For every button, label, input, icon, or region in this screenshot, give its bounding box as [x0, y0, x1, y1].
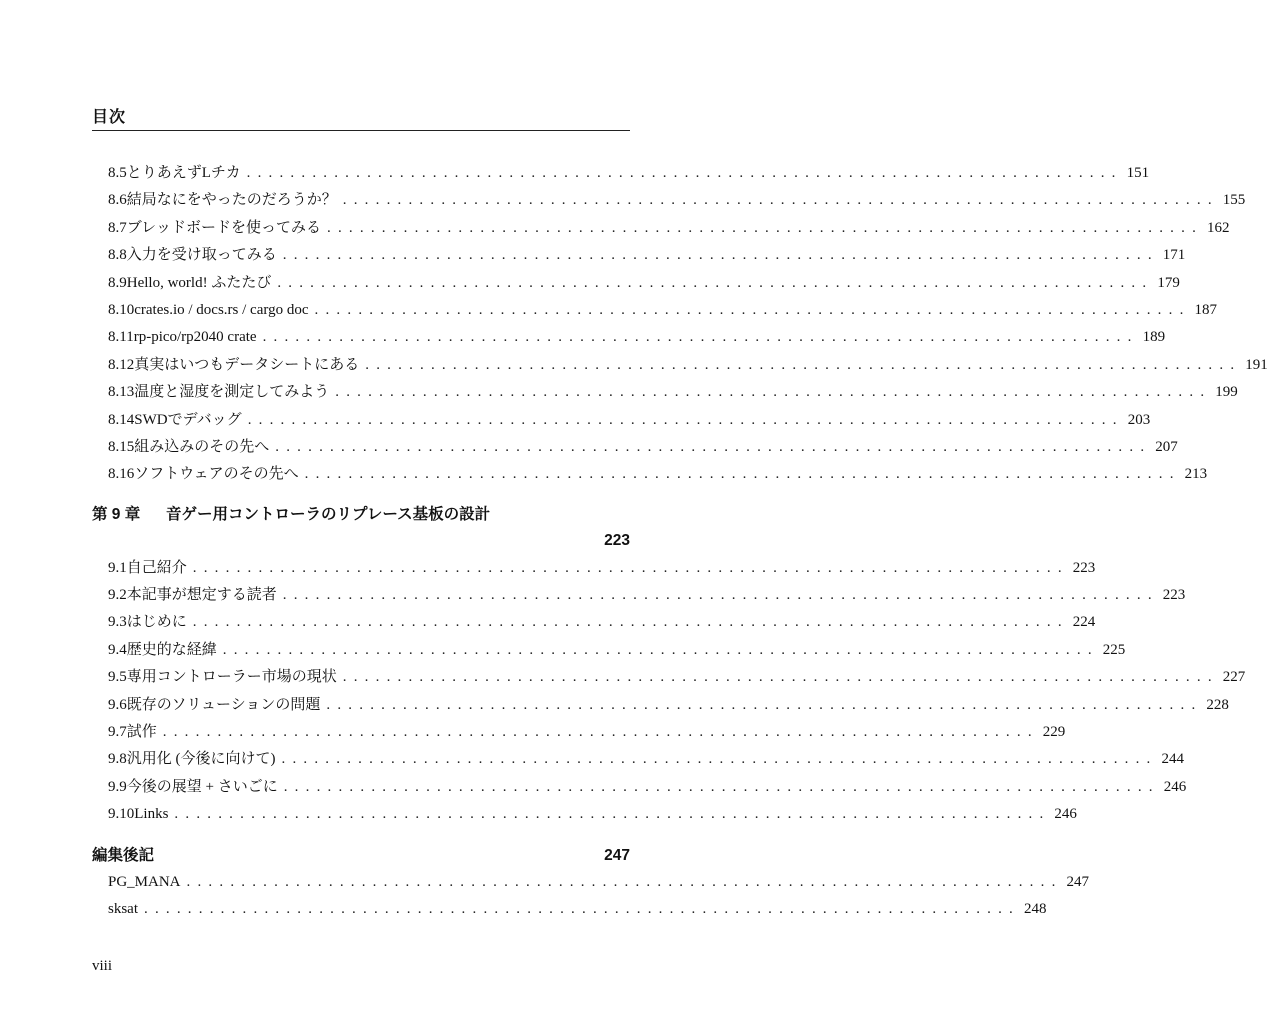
dot-leader: ................................................................................: [144, 900, 1020, 917]
toc-entry-page-number: 179: [1157, 274, 1180, 291]
toc-entry-page-number: 155: [1222, 192, 1246, 209]
toc-entry[interactable]: [92, 896, 1047, 923]
page-header-title: 目次: [92, 109, 127, 126]
toc-entry-number: 8.16: [108, 466, 135, 483]
toc-entry-title: 自己紹介: [127, 555, 193, 582]
toc-entry-title: 入力を受け取ってみる: [127, 242, 283, 269]
toc-entry-title: Links: [134, 801, 174, 828]
toc-entry-title: 真実はいつもデータシートにある: [134, 352, 365, 379]
toc-entry[interactable]: [92, 869, 1090, 896]
header-divider: [92, 130, 630, 131]
dot-leader: ................................................................................: [275, 438, 1152, 455]
dot-leader: ................................................................................: [277, 274, 1154, 291]
toc-entry-number: 9.6: [108, 696, 127, 713]
toc-entry-title: sksat: [92, 896, 144, 923]
toc-entry[interactable]: [92, 379, 1238, 406]
dot-leader: ................................................................................: [192, 559, 1069, 576]
chapter-number: 第 9 章: [92, 505, 141, 523]
dot-leader: ................................................................................: [262, 329, 1139, 346]
toc-entry-page-number: 151: [1126, 165, 1150, 181]
toc-entry-page-number: 162: [1207, 219, 1230, 236]
dot-leader: ................................................................................: [246, 165, 1123, 181]
toc-entry[interactable]: [92, 692, 1229, 719]
toc-entry-number: 8.7: [108, 219, 127, 236]
toc-entry[interactable]: [92, 407, 1151, 434]
page-number: viii: [92, 958, 113, 974]
toc-entry[interactable]: [92, 664, 1246, 691]
dot-leader: ................................................................................: [327, 219, 1204, 236]
toc-entry-page-number: 213: [1184, 466, 1208, 483]
toc-entry[interactable]: [92, 297, 1218, 324]
toc-entry-page-number: 227: [1222, 669, 1246, 686]
toc-entry-page-number: 246: [1163, 778, 1187, 795]
toc-entry-title: 歴史的な経緯: [127, 637, 223, 664]
toc-entry-title: ソフトウェアのその先へ: [134, 461, 304, 488]
dot-leader: ................................................................................: [304, 466, 1181, 483]
toc-entry-page-number: 223: [1162, 587, 1186, 604]
afterword-heading[interactable]: [92, 843, 630, 869]
dot-leader: ................................................................................: [222, 641, 1099, 658]
dot-leader: ................................................................................: [282, 587, 1159, 604]
toc-entry[interactable]: [92, 215, 1230, 242]
toc-entry-page-number: 248: [1024, 900, 1047, 917]
toc-entry-page-number: 224: [1072, 614, 1096, 631]
toc-entry[interactable]: [92, 555, 1096, 582]
dot-leader: ................................................................................: [247, 411, 1124, 428]
toc-entry-number: 9.2: [108, 587, 127, 604]
toc-entry-title: 既存のソリューションの問題: [127, 692, 327, 719]
toc-entry[interactable]: [92, 352, 1268, 379]
toc-entry[interactable]: [92, 461, 1208, 488]
toc-entry-number: 9.7: [108, 724, 127, 741]
toc-entry-title: ブレッドボードを使ってみる: [127, 215, 327, 242]
dot-leader: ................................................................................: [326, 696, 1203, 713]
toc-entry-page-number: 189: [1142, 329, 1166, 346]
toc-entry-number: 8.14: [108, 411, 135, 428]
toc-entry-page-number: 191: [1245, 356, 1268, 373]
toc-entry-page-number: 229: [1042, 724, 1066, 741]
toc-entry-title: とりあえずLチカ: [127, 160, 247, 187]
toc-entry-title: はじめに: [127, 609, 193, 636]
dot-leader: ................................................................................: [282, 247, 1159, 264]
chapter-9-page-number: 223: [604, 531, 630, 549]
toc-entry-title: SWDでデバッグ: [134, 407, 247, 434]
toc-entry-page-number: 244: [1161, 751, 1184, 768]
toc-entry-number: 8.11: [108, 329, 134, 346]
toc-entry-number: 9.4: [108, 641, 127, 658]
toc-entry[interactable]: [92, 582, 1186, 609]
toc-entry[interactable]: [92, 270, 1180, 297]
toc-entry-number: 8.5: [108, 165, 127, 181]
toc-entry-page-number: 228: [1206, 696, 1229, 713]
toc-entry[interactable]: [92, 637, 1126, 664]
afterword-entries: [92, 869, 1090, 924]
dot-leader: ................................................................................: [186, 873, 1063, 890]
toc-entry[interactable]: [92, 746, 1184, 773]
toc-entry-number: 9.9: [108, 778, 127, 795]
toc-entry-page-number: 247: [1066, 873, 1090, 890]
toc-entry-title: 温度と湿度を測定してみよう: [134, 379, 335, 406]
toc-entry-page-number: 207: [1155, 438, 1178, 455]
toc-entry-number: 8.10: [108, 301, 135, 318]
afterword-page-number: 247: [604, 846, 630, 864]
toc-entry-title: Hello, world! ふたたび: [127, 270, 278, 297]
toc-entry[interactable]: [92, 324, 1166, 351]
toc-entry-number: 9.5: [108, 669, 127, 686]
dot-leader: ................................................................................: [365, 356, 1242, 373]
toc-entry[interactable]: [92, 801, 1077, 828]
toc-entry-title: rp-pico/rp2040 crate: [134, 324, 263, 351]
dot-leader: ................................................................................: [342, 669, 1219, 686]
toc-entry-number: 8.6: [108, 192, 127, 209]
toc-entry[interactable]: [92, 160, 1150, 187]
toc-entry-title: 今後の展望 + さいごに: [127, 774, 284, 801]
dot-leader: ................................................................................: [281, 751, 1158, 768]
toc-entry-number: 9.1: [108, 559, 127, 576]
toc-entry-page-number: 187: [1194, 301, 1218, 318]
toc-entry-title: 試作: [127, 719, 163, 746]
toc-entry[interactable]: [92, 609, 1096, 636]
toc-entry-title: 汎用化 (今後に向けて): [127, 746, 282, 773]
dot-leader: ................................................................................: [192, 614, 1069, 631]
table-of-contents: [92, 160, 1268, 923]
chapter-8-entries: [92, 160, 1268, 489]
chapter-title: 音ゲー用コントローラのリプレース基板の設計: [166, 505, 491, 523]
toc-entry-title: 結局なにをやったのだろうか？: [127, 187, 343, 214]
toc-entry-title: PG_MANA: [92, 869, 187, 896]
toc-entry[interactable]: [92, 242, 1186, 269]
dot-leader: ................................................................................: [335, 384, 1212, 401]
toc-entry[interactable]: [92, 774, 1187, 801]
toc-entry-page-number: 199: [1215, 384, 1238, 401]
toc-entry-number: 9.3: [108, 614, 127, 631]
toc-entry-title: 専用コントローラー市場の現状: [127, 664, 343, 691]
toc-entry-number: 8.15: [108, 438, 135, 455]
toc-entry[interactable]: [92, 187, 1246, 214]
toc-entry-page-number: 246: [1054, 806, 1077, 823]
dot-leader: ................................................................................: [162, 724, 1039, 741]
toc-entry-number: 8.13: [108, 384, 135, 401]
afterword-title: 編集後記: [92, 846, 155, 864]
dot-leader: ................................................................................: [314, 301, 1191, 318]
toc-entry-number: 8.9: [108, 274, 127, 291]
chapter-9-heading[interactable]: [92, 503, 630, 527]
chapter-9-entries: [92, 555, 1246, 829]
dot-leader: ................................................................................: [342, 192, 1219, 209]
toc-entry-number: 9.8: [108, 751, 127, 768]
toc-entry[interactable]: [92, 719, 1066, 746]
dot-leader: ................................................................................: [283, 778, 1160, 795]
toc-entry-page-number: 171: [1162, 247, 1186, 264]
toc-entry-number: 8.12: [108, 356, 135, 373]
toc-entry-title: crates.io / docs.rs / cargo doc: [134, 297, 314, 324]
toc-entry-title: 本記事が想定する読者: [127, 582, 283, 609]
toc-entry-page-number: 223: [1072, 559, 1096, 576]
dot-leader: ................................................................................: [174, 806, 1051, 823]
toc-entry-page-number: 203: [1127, 411, 1151, 428]
toc-entry-title: 組み込みのその先へ: [134, 434, 275, 461]
toc-entry-number: 9.10: [108, 806, 135, 823]
toc-entry-number: 8.8: [108, 247, 127, 264]
toc-entry[interactable]: [92, 434, 1178, 461]
toc-entry-page-number: 225: [1102, 641, 1126, 658]
